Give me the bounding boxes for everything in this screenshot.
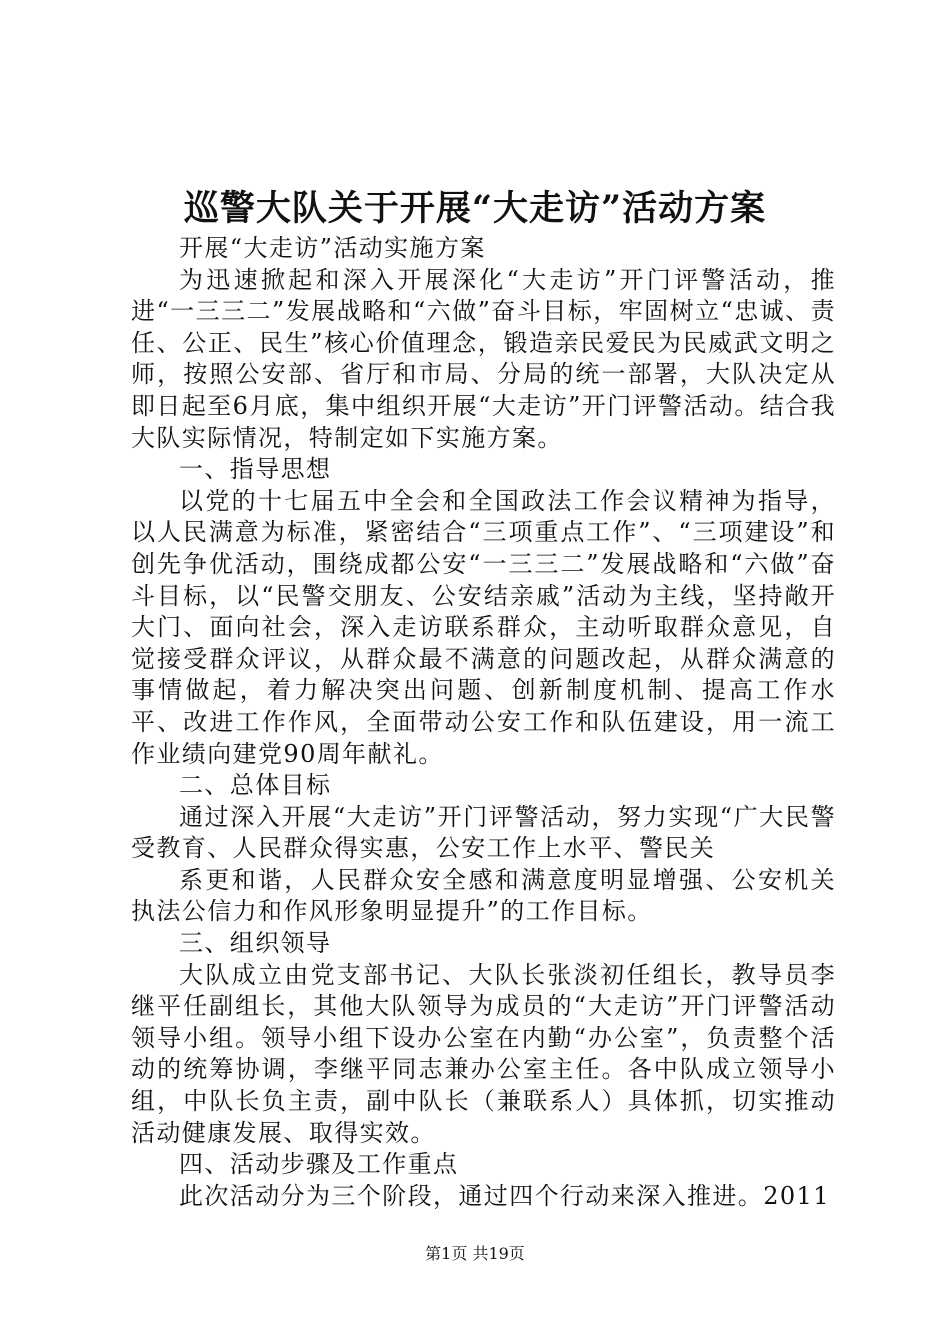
intro-paragraph: 为迅速掀起和深入开展深化“大走访”开门评警活动，推进“一三三二”发展战略和“六做”奋斗目标，牢固树立“忠诚、责任、公正、民生”核心价值理念，锻造亲民爱民为民威武文明之师，按照公安部、省厅和市局、分局的统一部署，大队决定从即日起至6月底，集中组织开展“大走访”开门评警活动。结合我大队实际情况，特制定如下实施方案。 xyxy=(131,265,836,452)
page-footer: 第1页 共19页 xyxy=(425,1244,525,1263)
section-heading-overall-goal: 二、总体目标 xyxy=(179,771,332,800)
section-heading-activity-steps: 四、活动步骤及工作重点 xyxy=(179,1150,459,1179)
subtitle-paragraph: 开展“大走访”活动实施方案 xyxy=(179,234,486,262)
organization-paragraph: 大队成立由党支部书记、大队长张淡初任组长，教导员李继平任副组长，其他大队领导为成员的“大走访”开门评警活动领导小组。领导小组下设办公室在内勤“办公室”，负责整个活动的统筹协调，李继平同志兼办公室主任。各中队成立领导小组，中队长负主责，副中队长（兼联系人）具体抓，切实推动活动健康发展、取得实效。 xyxy=(131,960,836,1147)
section-heading-guiding-thought: 一、指导思想 xyxy=(179,455,332,484)
overall-goal-paragraph-part1: 通过深入开展“大走访”开门评警活动，努力实现“广大民警受教育、人民群众得实惠，公安工作上水平、警民关 xyxy=(131,802,836,863)
activity-steps-paragraph: 此次活动分为三个阶段，通过四个行动来深入推进。2011 xyxy=(179,1181,830,1210)
guiding-thought-paragraph: 以党的十七届五中全会和全国政法工作会议精神为指导，以人民满意为标准，紧密结合“三项重点工作”、“三项建设”和创先争优活动，围绕成都公安“一三三二”发展战略和“六做”奋斗目标，以“民警交朋友、公安结亲戚”活动为主线，坚持敞开大门、面向社会，深入走访联系群众，主动听取群众意见，自觉接受群众评议，从群众最不满意的问题改起，从群众满意的事情做起，着力解决突出问题、创新制度机制、提高工作水平、改进工作作风，全面带动公安工作和队伍建设，用一流工作业绩向建党90周年献礼。 xyxy=(131,486,836,768)
overall-goal-paragraph-part2: 系更和谐，人民群众安全感和满意度明显增强、公安机关执法公信力和作风形象明显提升”的工作目标。 xyxy=(131,865,836,926)
document-title: 巡警大队关于开展“大走访”活动方案 xyxy=(183,188,767,229)
section-heading-organization: 三、组织领导 xyxy=(179,929,332,958)
document-body xyxy=(131,233,836,1212)
